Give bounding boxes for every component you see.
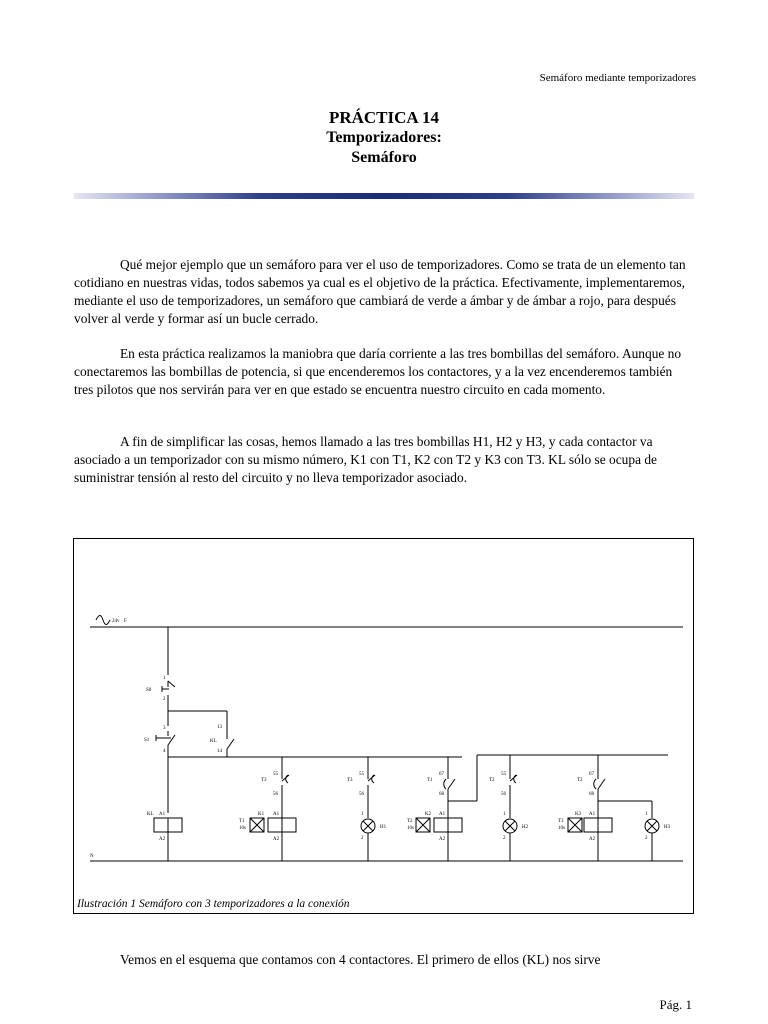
svg-text:4: 4 xyxy=(163,749,166,754)
svg-text:1: 1 xyxy=(361,812,364,817)
column-kl xyxy=(144,627,462,861)
paragraph-intro xyxy=(74,256,694,328)
t3-coil-label: T3 xyxy=(558,819,564,824)
paragraph-naming xyxy=(74,433,694,487)
s0-label: S0 xyxy=(146,688,152,693)
svg-text:3: 3 xyxy=(163,726,166,731)
t1-contact-label: T1 xyxy=(427,778,433,783)
k1-label: K1 xyxy=(258,812,265,817)
svg-text:2: 2 xyxy=(503,836,506,841)
column-k1 xyxy=(239,757,296,861)
svg-text:A2: A2 xyxy=(589,837,596,842)
svg-text:2: 2 xyxy=(645,836,648,841)
svg-text:A2: A2 xyxy=(439,837,446,842)
svg-text:67: 67 xyxy=(439,772,444,777)
svg-text:10s: 10s xyxy=(239,826,246,831)
t2-contact-label: T2 xyxy=(489,778,495,783)
svg-text:A1: A1 xyxy=(273,812,280,817)
t3-contact-label: T3 xyxy=(261,778,267,783)
neutral-label: N xyxy=(90,854,94,859)
running-header: Semáforo mediante temporizadores xyxy=(539,72,696,84)
svg-text:56: 56 xyxy=(273,792,278,797)
column-h1 xyxy=(347,757,387,861)
svg-text:2: 2 xyxy=(163,697,166,702)
column-h3 xyxy=(645,812,671,861)
paragraph-intro-text: Qué mejor ejemplo que un semáforo para ver el uso de temporizadores. Como se trata de un elemento tan cotidiano en nuestras vidas, todos sabemos ya cual es el objetivo de la práctica. Efectivamente, implementaremos, mediante el uso de temporizadores, un semáforo que cambiará de verde a ámbar y de ámbar a rojo, para después volver al verde y formar así un bucle cerrado. xyxy=(74,257,686,326)
svg-text:55: 55 xyxy=(273,772,278,777)
paragraph-maneuver xyxy=(74,345,694,399)
svg-text:2: 2 xyxy=(361,836,364,841)
k3-label: K3 xyxy=(575,812,582,817)
s0-contact xyxy=(168,681,175,687)
t3-lamp-contact-label: T3 xyxy=(347,778,353,783)
kl-hold-contact xyxy=(227,736,234,749)
svg-text:A1: A1 xyxy=(439,812,446,817)
phase-label: F xyxy=(124,619,127,624)
figure-caption: Ilustración 1 Semáforo con 3 temporizadores a la conexión xyxy=(77,898,350,910)
kl-hold-label: KL xyxy=(210,739,217,744)
svg-text:1: 1 xyxy=(163,676,166,681)
column-k3 xyxy=(558,755,652,861)
kl-coil-label: KL xyxy=(147,812,154,817)
circuit-figure xyxy=(73,538,694,914)
practice-title: PRÁCTICA 14 xyxy=(328,108,440,127)
practice-subtitle: Temporizadores: xyxy=(326,129,442,146)
title-divider xyxy=(74,193,694,199)
supply-rail xyxy=(90,616,683,628)
circuit-diagram xyxy=(74,539,695,915)
svg-text:68: 68 xyxy=(589,792,594,797)
paragraph-contactors xyxy=(74,951,694,969)
t2-k3-contact-label: T2 xyxy=(577,778,583,783)
column-k2 xyxy=(407,755,668,861)
h3-label: H3 xyxy=(664,825,671,830)
k2-label: K2 xyxy=(425,812,432,817)
practice-topic: Semáforo xyxy=(351,149,417,166)
title-block xyxy=(0,108,768,168)
svg-text:68: 68 xyxy=(439,792,444,797)
svg-text:55: 55 xyxy=(501,772,506,777)
svg-text:67: 67 xyxy=(589,772,594,777)
svg-text:14: 14 xyxy=(217,749,222,754)
h1-label: H1 xyxy=(380,825,387,830)
svg-text:A1: A1 xyxy=(159,812,166,817)
svg-text:1: 1 xyxy=(503,812,506,817)
h2-label: H2 xyxy=(522,825,529,830)
svg-text:10s: 10s xyxy=(558,826,565,831)
svg-text:10s: 10s xyxy=(407,826,414,831)
svg-text:A2: A2 xyxy=(273,837,280,842)
s1-label: S1 xyxy=(144,738,150,743)
t2-coil-label: T2 xyxy=(407,819,413,824)
supply-label: 24v xyxy=(112,619,120,624)
paragraph-contactors-text: Vemos en el esquema que contamos con 4 contactores. El primero de ellos (KL) nos sirve xyxy=(120,952,601,967)
svg-text:13: 13 xyxy=(217,725,222,730)
t1-coil-label: T1 xyxy=(239,819,245,824)
svg-text:A1: A1 xyxy=(589,812,596,817)
column-h2 xyxy=(489,755,529,861)
svg-text:56: 56 xyxy=(501,792,506,797)
svg-text:1: 1 xyxy=(645,812,648,817)
paragraph-maneuver-text: En esta práctica realizamos la maniobra que daría corriente a las tres bombillas del semáforo. Aunque no conectaremos las bombillas de potencia, si que encenderemos los contactores, y a la vez encenderemos también tres pilotos que nos servirán para ver en que estado se encuentra nuestro circuito en cada momento. xyxy=(74,346,682,397)
page-number: Pág. 1 xyxy=(659,997,692,1012)
svg-text:56: 56 xyxy=(359,792,364,797)
svg-text:A2: A2 xyxy=(159,837,166,842)
paragraph-naming-text: A fin de simplificar las cosas, hemos llamado a las tres bombillas H1, H2 y H3, y cada contactor va asociado a un temporizador con su mismo número, K1 con T1, K2 con T2 y K3 con T3. KL sólo se ocupa de suministrar tensión al resto del circuito y no lleva temporizador asociado. xyxy=(74,434,657,485)
svg-text:55: 55 xyxy=(359,772,364,777)
neutral-rail xyxy=(90,854,683,861)
